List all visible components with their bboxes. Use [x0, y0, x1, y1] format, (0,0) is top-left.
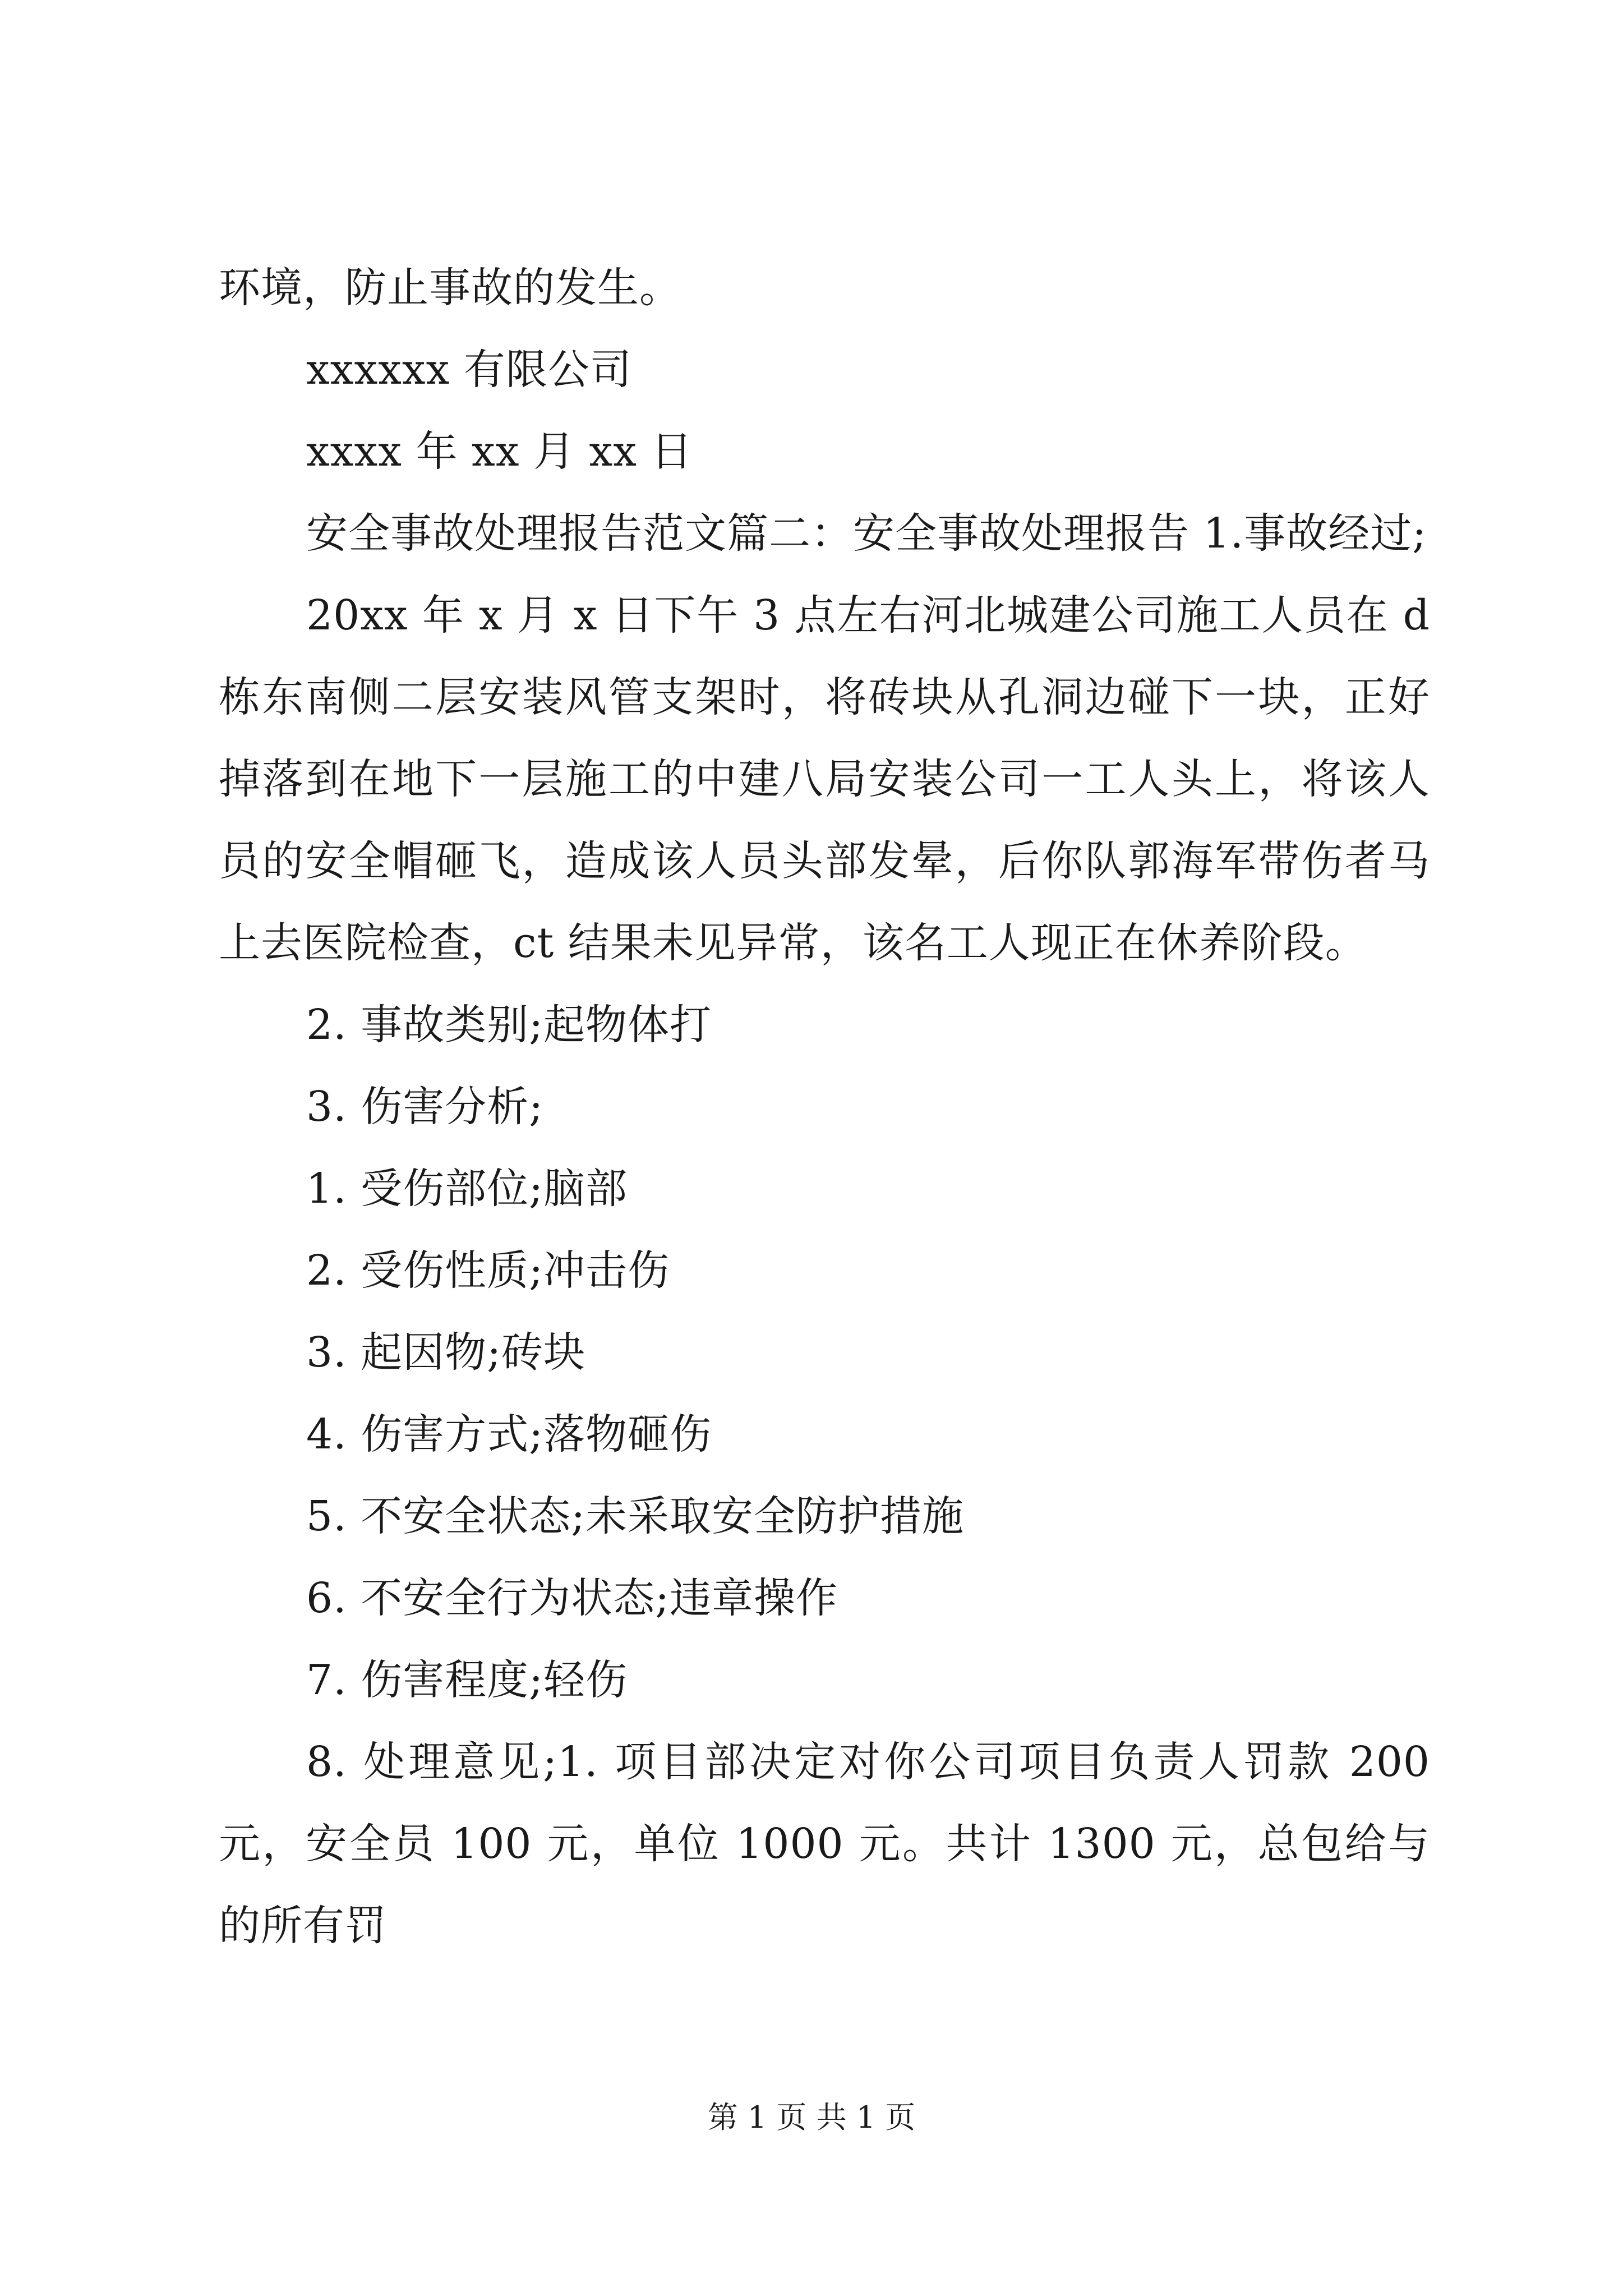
paragraph: 20xx 年 x 月 x 日下午 3 点左右河北城建公司施工人员在 d 栋东南侧二层安装风管支架时，将砖块从孔洞边碰下一块，正好掉落到在地下一层施工的中建八局安装公司一工人头上，将该人员的安全帽砸飞，造成该人员头部发晕，后你队郭海军带伤者马上去医院检查，ct 结果未见异常，该名工人现正在休养阶段。 — [219, 591, 1430, 967]
report-date: xxxx 年 xx 月 xx 日 — [306, 427, 693, 476]
list-item: 5. 不安全状态;未采取安全防护措施 — [306, 1492, 965, 1540]
list-item: 8. 处理意见;1. 项目部决定对你公司项目负责人罚款 200 元，安全员 100 元，单位 1000 元。共计 1300 元，总包给与的所有罚 — [219, 1738, 1430, 1950]
company-name: xxxxxx 有限公司 — [306, 346, 632, 394]
list-item: 6. 不安全行为状态;违章操作 — [306, 1574, 838, 1622]
list-item: 4. 伤害方式;落物砸伤 — [306, 1410, 712, 1458]
list-item: 2. 事故类别;起物体打 — [306, 1001, 712, 1049]
list-item: 3. 起因物;砖块 — [306, 1328, 586, 1377]
document-body — [219, 247, 1430, 1967]
section-heading: 安全事故处理报告范文篇二：安全事故处理报告 1.事故经过; — [306, 509, 1427, 558]
list-item: 7. 伤害程度;轻伤 — [306, 1656, 628, 1704]
list-item: 2. 受伤性质;冲击伤 — [306, 1246, 670, 1295]
paragraph: 环境，防止事故的发生。 — [219, 264, 681, 312]
page-footer: 第 1 页 共 1 页 — [707, 2100, 916, 2135]
list-item: 3. 伤害分析; — [306, 1083, 544, 1131]
list-item: 1. 受伤部位;脑部 — [306, 1165, 628, 1213]
